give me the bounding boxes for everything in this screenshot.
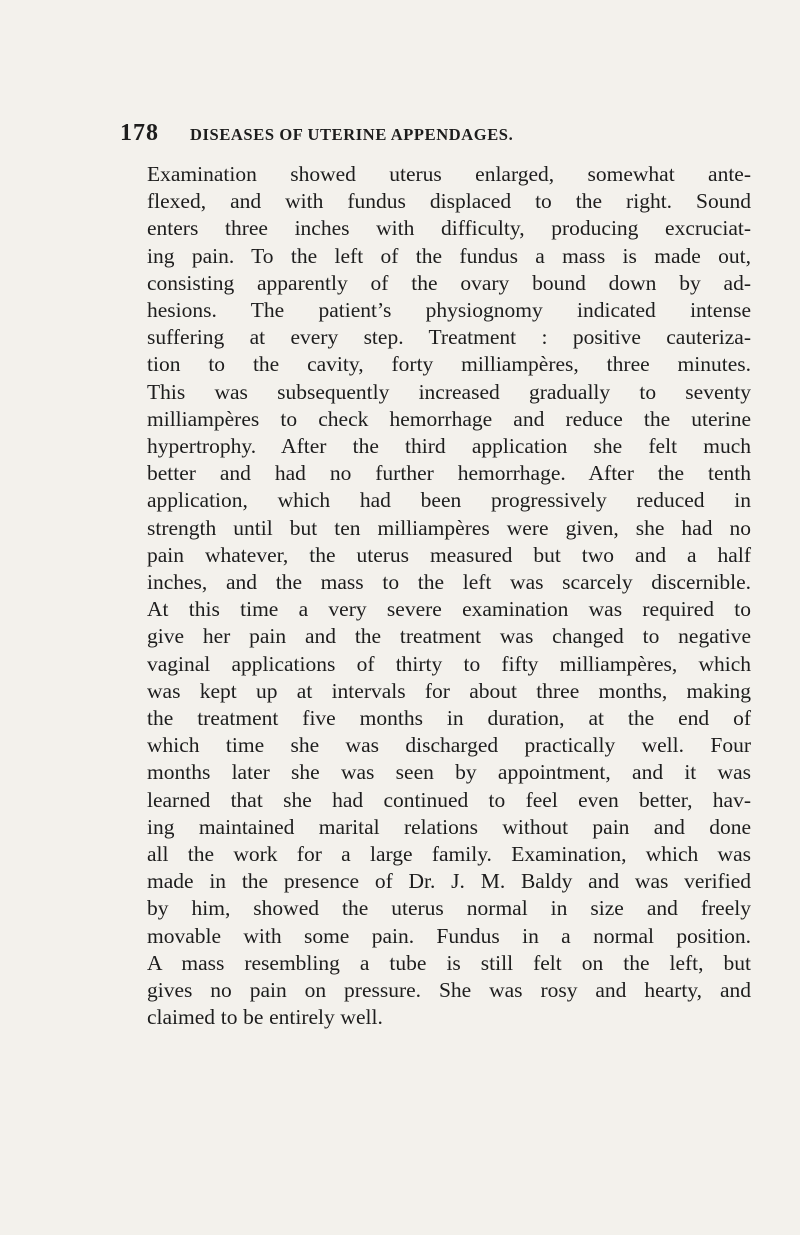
text-line: strength until but ten milliampères were given, she had no bbox=[147, 515, 751, 540]
text-line: This was subsequently increased gradually to seventy bbox=[147, 379, 751, 404]
running-head bbox=[120, 120, 740, 150]
text-line: all the work for a large family. Examination, which was bbox=[147, 842, 751, 867]
text-line: hypertrophy. After the third application she felt much bbox=[147, 434, 751, 459]
text-line: hesions. The patient’s physiognomy indicated intense bbox=[147, 298, 751, 323]
text-line: give her pain and the treatment was changed to negative bbox=[147, 624, 751, 649]
text-line: consisting apparently of the ovary bound down by ad- bbox=[147, 270, 751, 295]
text-line: pain whatever, the uterus measured but two and a half bbox=[147, 542, 751, 567]
text-line: At this time a very severe examination was required to bbox=[147, 597, 751, 622]
text-line: better and had no further hemorrhage. After the tenth bbox=[147, 461, 751, 486]
text-line: milliampères to check hemorrhage and reduce the uterine bbox=[147, 406, 751, 431]
text-line: ing maintained marital relations without pain and done bbox=[147, 814, 751, 839]
text-line: enters three inches with difficulty, producing excruciat- bbox=[147, 216, 751, 241]
text-line: Examination showed uterus enlarged, somewhat ante- bbox=[147, 162, 751, 186]
text-line: suffering at every step. Treatment : positive cauteriza- bbox=[147, 325, 751, 350]
text-line: ing pain. To the left of the fundus a mass is made out, bbox=[147, 243, 751, 268]
running-head-title: DISEASES OF UTERINE APPENDAGES. bbox=[190, 125, 514, 144]
body-paragraph bbox=[147, 161, 751, 1032]
text-line: tion to the cavity, forty milliampères, three minutes. bbox=[147, 352, 751, 377]
text-line: inches, and the mass to the left was scarcely discernible. bbox=[147, 570, 751, 595]
text-line: the treatment five months in duration, at the end of bbox=[147, 706, 751, 731]
text-line: which time she was discharged practically well. Four bbox=[147, 733, 751, 758]
text-line: movable with some pain. Fundus in a normal position. bbox=[147, 923, 751, 948]
text-line: A mass resembling a tube is still felt on the left, but bbox=[147, 950, 751, 975]
text-line: vaginal applications of thirty to fifty milliampères, which bbox=[147, 651, 751, 676]
page-number: 178 bbox=[120, 120, 159, 146]
text-line: months later she was seen by appointment, and it was bbox=[147, 760, 751, 785]
text-line: claimed to be entirely well. bbox=[147, 1005, 383, 1030]
text-line: by him, showed the uterus normal in size and freely bbox=[147, 896, 751, 921]
text-line: flexed, and with fundus displaced to the right. Sound bbox=[147, 189, 751, 214]
text-line: learned that she had continued to feel even better, hav- bbox=[147, 787, 751, 812]
text-line: made in the presence of Dr. J. M. Baldy and was verified bbox=[147, 869, 751, 894]
text-line: application, which had been progressively reduced in bbox=[147, 488, 751, 513]
text-line: gives no pain on pressure. She was rosy and hearty, and bbox=[147, 978, 751, 1003]
text-line: was kept up at intervals for about three months, making bbox=[147, 678, 751, 703]
